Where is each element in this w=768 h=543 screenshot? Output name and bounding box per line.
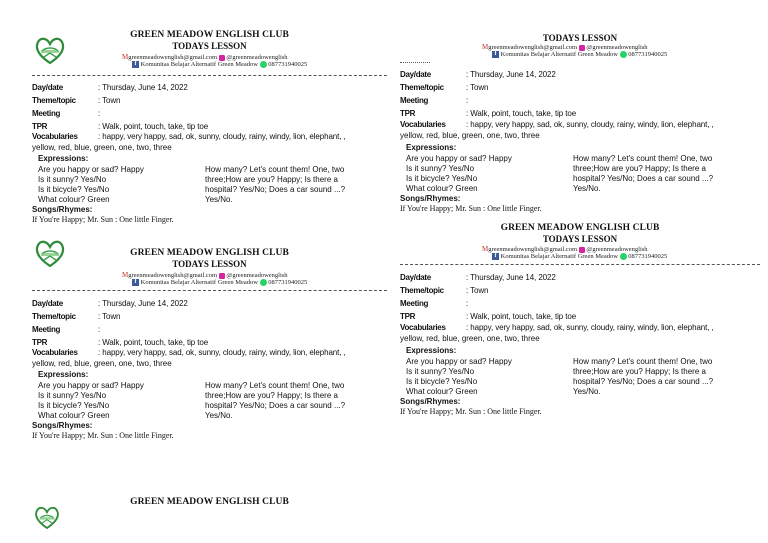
instagram-icon (579, 45, 585, 51)
contact-email: greenmeadowenglish@gmail.com (488, 246, 578, 253)
expression-left: What colour? Green (38, 195, 110, 204)
divider (32, 290, 387, 291)
tpr-value: : Walk, point, touch, take, tip toe (466, 312, 577, 321)
lesson-sheet-middle-right (400, 223, 760, 423)
vocab-continued: yellow, red, blue, green, one, two, three (32, 359, 172, 368)
day-row (32, 83, 188, 93)
whatsapp-icon (260, 61, 267, 68)
club-name: GREEN MEADOW ENGLISH CLUB (130, 30, 289, 40)
expression-left: Are you happy or sad? Happy (406, 154, 512, 163)
vocab-continued: yellow, red, blue, green, one, two, three (400, 334, 540, 343)
meeting-label: Meeting (32, 325, 61, 334)
theme-row (400, 286, 488, 296)
day-label: Day/date (400, 70, 431, 79)
contact-line-facebook (132, 61, 307, 68)
expressions-heading: Expressions: (406, 346, 457, 355)
expression-left: Is it bicycle? Yes/No (38, 185, 110, 194)
contact-phone: 087731940025 (628, 253, 668, 260)
whatsapp-icon (620, 253, 627, 260)
expression-right: hospital? Yes/No; Does a car sound ...? (573, 377, 714, 386)
meeting-value: : (98, 325, 101, 334)
expression-left: Are you happy or sad? Happy (38, 165, 144, 174)
songs-heading: Songs/Rhymes: (400, 397, 461, 406)
theme-row (400, 83, 488, 93)
vocab-label: Vocabularies (400, 323, 446, 332)
tpr-label: TPR (32, 122, 48, 131)
expression-right: Yes/No. (573, 184, 601, 193)
theme-value: : Town (466, 286, 489, 295)
theme-value: : Town (98, 312, 121, 321)
day-label: Day/date (32, 83, 63, 92)
vocab-row (32, 132, 346, 142)
facebook-icon: f (492, 253, 499, 260)
club-name: GREEN MEADOW ENGLISH CLUB (130, 248, 289, 258)
expression-right: How many? Let's count them! One, two (573, 357, 713, 366)
songs-value: If You're Happy; Mr. Sun : One little Finger. (400, 407, 542, 416)
meeting-label: Meeting (400, 299, 429, 308)
day-value: : Thursday, June 14, 2022 (98, 83, 188, 92)
expressions-heading: Expressions: (406, 143, 457, 152)
expression-left: Is it sunny? Yes/No (406, 367, 475, 376)
tpr-row (400, 109, 576, 119)
theme-label: Theme/topic (32, 96, 76, 105)
expression-right: three;How are you? Happy; Is there a (205, 175, 338, 184)
contact-instagram: @greenmeadowenglish (226, 272, 288, 279)
tpr-label: TPR (400, 312, 416, 321)
songs-heading: Songs/Rhymes: (32, 421, 93, 430)
vocab-continued: yellow, red, blue, green, one, two, three (32, 143, 172, 152)
meeting-row (400, 299, 468, 309)
facebook-icon: f (132, 279, 139, 286)
meeting-value: : (466, 96, 469, 105)
whatsapp-icon (260, 279, 267, 286)
expression-left: What colour? Green (38, 411, 110, 420)
lesson-title: TODAYS LESSON (542, 33, 618, 43)
expression-right: hospital? Yes/No; Does a car sound ...? (205, 401, 346, 410)
contact-line-facebook (492, 51, 667, 58)
expression-left: Are you happy or sad? Happy (38, 381, 144, 390)
expression-left: What colour? Green (406, 387, 478, 396)
day-row (400, 273, 556, 283)
expression-right: How many? Let's count them! One, two (205, 381, 345, 390)
contact-email: greenmeadowenglish@gmail.com (128, 54, 218, 61)
contact-email: greenmeadowenglish@gmail.com (488, 44, 578, 51)
day-value: : Thursday, June 14, 2022 (98, 299, 188, 308)
day-label: Day/date (32, 299, 63, 308)
green-meadow-logo-icon (32, 503, 62, 533)
meeting-value: : (466, 299, 469, 308)
instagram-icon (219, 273, 225, 279)
theme-label: Theme/topic (32, 312, 76, 321)
tpr-value: : Walk, point, touch, take, tip toe (466, 109, 577, 118)
songs-value: If You're Happy; Mr. Sun : One little Finger. (32, 431, 174, 440)
theme-label: Theme/topic (400, 83, 444, 92)
expression-right: hospital? Yes/No; Does a car sound ...? (573, 174, 714, 183)
divider (400, 264, 760, 265)
expression-right: Yes/No. (205, 411, 233, 420)
tpr-value: : Walk, point, touch, take, tip toe (98, 338, 209, 347)
expression-left: Is it sunny? Yes/No (38, 391, 107, 400)
lesson-sheet-top-right (400, 30, 760, 230)
whatsapp-icon (620, 51, 627, 58)
expression-left: Is it bicycle? Yes/No (406, 174, 478, 183)
vocab-label: Vocabularies (32, 348, 78, 357)
theme-row (32, 96, 120, 106)
contact-instagram: @greenmeadowenglish (586, 44, 648, 51)
tpr-row (32, 338, 208, 348)
divider (400, 62, 430, 63)
meeting-row (32, 325, 100, 335)
expression-left: Is it bicycle? Yes/No (406, 377, 478, 386)
expression-left: Is it sunny? Yes/No (406, 164, 475, 173)
expressions-heading: Expressions: (38, 154, 89, 163)
expression-right: How many? Let's count them! One, two (573, 154, 713, 163)
instagram-icon (219, 55, 225, 61)
theme-value: : Town (466, 83, 489, 92)
contact-instagram: @greenmeadowenglish (586, 246, 648, 253)
mail-icon: M (122, 271, 129, 279)
day-value: : Thursday, June 14, 2022 (466, 70, 556, 79)
expression-left: What colour? Green (406, 184, 478, 193)
meeting-label: Meeting (400, 96, 429, 105)
expression-left: Are you happy or sad? Happy (406, 357, 512, 366)
theme-row (32, 312, 120, 322)
day-row (32, 299, 188, 309)
tpr-label: TPR (400, 109, 416, 118)
contact-email: greenmeadowenglish@gmail.com (128, 272, 218, 279)
lesson-sheet-bottom-left (32, 497, 387, 543)
theme-label: Theme/topic (400, 286, 444, 295)
mail-icon: M (482, 245, 489, 253)
contact-phone: 087731940025 (268, 61, 308, 68)
day-value: : Thursday, June 14, 2022 (466, 273, 556, 282)
mail-icon: M (122, 53, 129, 61)
meeting-row (32, 109, 100, 119)
meeting-label: Meeting (32, 109, 61, 118)
contact-facebook: Komunitas Belajar Alternatif Green Meadow (500, 51, 618, 58)
day-row (400, 70, 556, 80)
vocab-value: : happy, very happy, sad, ok, sunny, cloudy, rainy, windy, lion, elephant, , (466, 120, 714, 129)
vocab-label: Vocabularies (32, 132, 78, 141)
lesson-title: TODAYS LESSON (172, 41, 247, 51)
vocab-row (400, 120, 714, 130)
expression-right: three;How are you? Happy; Is there a (573, 367, 706, 376)
tpr-row (32, 122, 208, 132)
contact-instagram: @greenmeadowenglish (226, 54, 288, 61)
meeting-row (400, 96, 468, 106)
contact-line-facebook (132, 279, 307, 286)
songs-heading: Songs/Rhymes: (400, 194, 461, 203)
contact-line-email (122, 53, 288, 61)
club-name: GREEN MEADOW ENGLISH CLUB (130, 497, 289, 507)
expression-right: three;How are you? Happy; Is there a (205, 391, 338, 400)
vocab-label: Vocabularies (400, 120, 446, 129)
vocab-value: : happy, very happy, sad, ok, sunny, cloudy, rainy, windy, lion, elephant, , (466, 323, 714, 332)
divider (32, 75, 387, 76)
tpr-value: : Walk, point, touch, take, tip toe (98, 122, 209, 131)
facebook-icon: f (132, 61, 139, 68)
vocab-row (400, 323, 714, 333)
expression-right: Yes/No. (205, 195, 233, 204)
lesson-title: TODAYS LESSON (542, 234, 618, 244)
songs-heading: Songs/Rhymes: (32, 205, 93, 214)
contact-phone: 087731940025 (268, 279, 308, 286)
contact-facebook: Komunitas Belajar Alternatif Green Meadow (500, 253, 618, 260)
day-label: Day/date (400, 273, 431, 282)
tpr-row (400, 312, 576, 322)
songs-value: If You're Happy; Mr. Sun : One little Finger. (400, 204, 542, 213)
expression-right: How many? Let's count them! One, two (205, 165, 345, 174)
vocab-continued: yellow, red, blue, green, one, two, three (400, 131, 540, 140)
lesson-title: TODAYS LESSON (172, 259, 247, 269)
expressions-heading: Expressions: (38, 370, 89, 379)
instagram-icon (579, 247, 585, 253)
contact-line-facebook (492, 253, 667, 260)
club-name: GREEN MEADOW ENGLISH CLUB (500, 223, 660, 233)
expression-left: Is it sunny? Yes/No (38, 175, 107, 184)
theme-value: : Town (98, 96, 121, 105)
expression-left: Is it bicycle? Yes/No (38, 401, 110, 410)
contact-line-email (482, 43, 648, 51)
lesson-sheet-middle-left (32, 248, 387, 448)
contact-phone: 087731940025 (628, 51, 668, 58)
facebook-icon: f (492, 51, 499, 58)
contact-line-email (482, 245, 648, 253)
vocab-value: : happy, very happy, sad, ok, sunny, cloudy, rainy, windy, lion, elephant, , (98, 132, 346, 141)
contact-facebook: Komunitas Belajar Alternatif Green Meadow (140, 61, 258, 68)
tpr-label: TPR (32, 338, 48, 347)
expression-right: Yes/No. (573, 387, 601, 396)
songs-value: If You're Happy; Mr. Sun : One little Finger. (32, 215, 174, 224)
lesson-sheet-top-left (32, 30, 387, 233)
contact-facebook: Komunitas Belajar Alternatif Green Meadow (140, 279, 258, 286)
meeting-value: : (98, 109, 101, 118)
vocab-value: : happy, very happy, sad, ok, sunny, cloudy, rainy, windy, lion, elephant, , (98, 348, 346, 357)
expression-right: three;How are you? Happy; Is there a (573, 164, 706, 173)
mail-icon: M (482, 43, 489, 51)
expression-right: hospital? Yes/No; Does a car sound ...? (205, 185, 346, 194)
vocab-row (32, 348, 346, 358)
contact-line-email (122, 271, 288, 279)
